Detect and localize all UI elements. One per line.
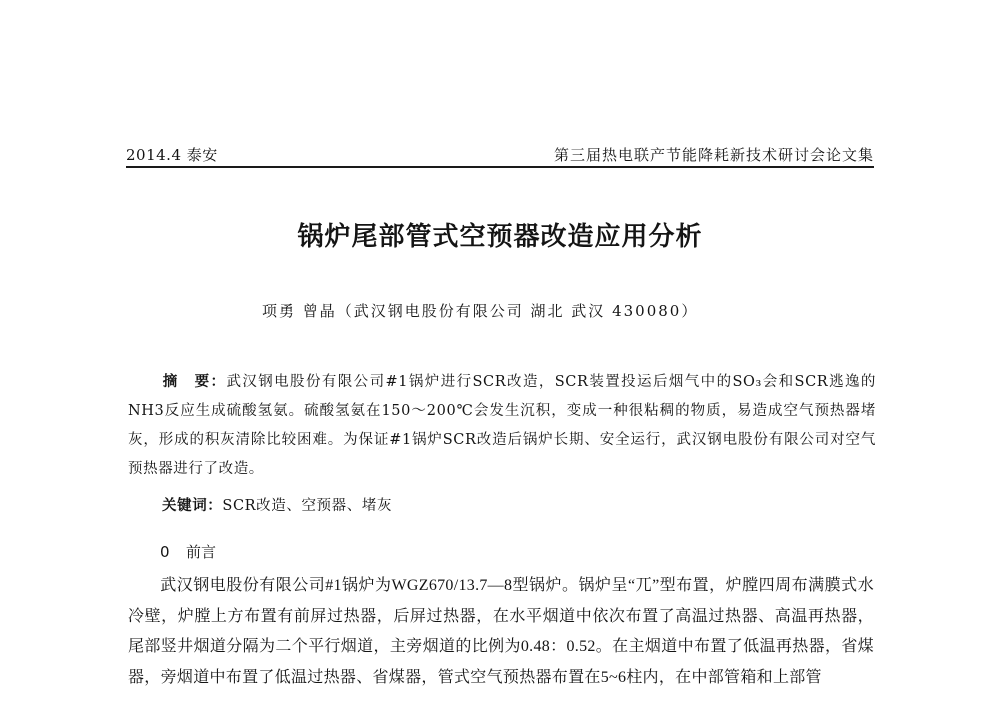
keywords-text: SCR改造、空预器、堵灰 [222, 498, 393, 514]
header-date-location: 2014.4 泰安 [126, 146, 218, 164]
header-proceedings-title: 第三届热电联产节能降耗新技术研讨会论文集 [553, 146, 874, 164]
paper-authors: 项勇 曾晶（武汉钢电股份有限公司 湖北 武汉 430080） [262, 302, 699, 320]
section-heading [160, 541, 216, 562]
body-text: 武汉钢电股份有限公司#1锅炉为WGZ670/13.7—8型锅炉。锅炉呈“兀”型布置，炉膛四周布满膜式水冷壁，炉膛上方布置有前屏过热器，后屏过热器，在水平烟道中依次布置了高温过热器、高温再热器，尾部竖井烟道分隔为二个平行烟道，主旁烟道的比例为0.48：0.52。在主烟道中布置了低温再热器，省煤器，旁烟道中布置了低温过热器、省煤器，管式空气预热器布置在5~6柱内，在中部管箱和上部管 [128, 577, 874, 686]
section-title: 前言 [186, 543, 217, 561]
paper-title: 锅炉尾部管式空预器改造应用分析 [297, 222, 703, 252]
keywords-label: 关键词： [162, 498, 223, 514]
running-header [126, 140, 874, 168]
keywords [162, 494, 392, 515]
section-number: 0 [160, 543, 170, 561]
abstract-label: 摘 要： [162, 374, 227, 390]
abstract-text: 武汉钢电股份有限公司#1锅炉进行SCR改造，SCR装置投运后烟气中的SO₃会和SCR逃逸的NH3反应生成硫酸氢氨。硫酸氢氨在150～200℃会发生沉积，变成一种很粘稠的物质，易造成空气预热器堵灰，形成的积灰清除比较困难。为保证#1锅炉SCR改造后锅炉长期、安全运行，武汉钢电股份有限公司对空气预热器进行了改造。 [128, 374, 876, 477]
abstract [128, 368, 876, 484]
body-paragraph [128, 571, 874, 693]
